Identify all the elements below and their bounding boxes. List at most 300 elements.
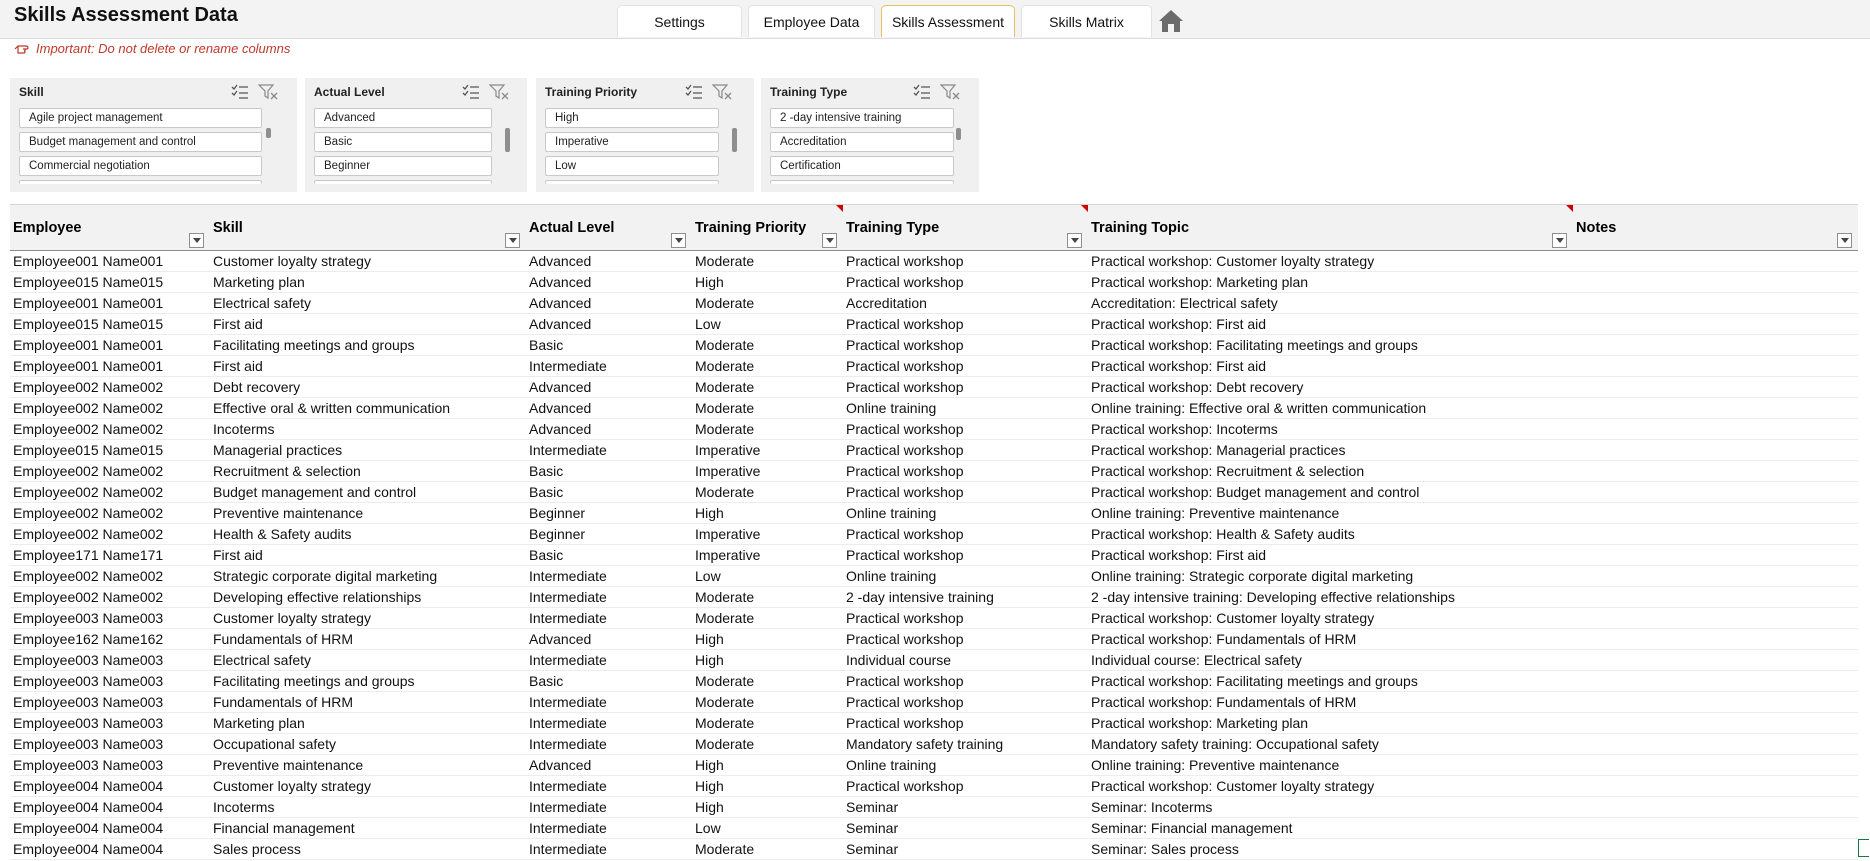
cell-training-type[interactable]: Practical workshop [843,314,1088,335]
cell-training-type[interactable]: Practical workshop [843,524,1088,545]
cell-notes[interactable] [1573,356,1858,377]
slicer-training-type [761,78,979,192]
cell-training-priority[interactable]: High [692,629,843,650]
cell-actual-level[interactable]: Advanced [526,251,692,272]
cell-skill[interactable]: Occupational safety [210,734,526,755]
cell-skill[interactable]: Electrical safety [210,293,526,314]
cell-training-topic[interactable]: Practical workshop: Fundamentals of HRM [1088,629,1573,650]
cell-training-type[interactable]: Practical workshop [843,608,1088,629]
slicer-item[interactable]: Low [545,156,719,176]
cell-training-type[interactable]: Mandatory safety training [843,734,1088,755]
cell-employee[interactable]: Employee003 Name003 [10,608,210,629]
table-row [10,356,1858,377]
cell-notes[interactable] [1573,734,1858,755]
cell-training-type[interactable]: Practical workshop [843,692,1088,713]
cell-actual-level[interactable]: Intermediate [526,818,692,839]
cell-training-topic[interactable]: Practical workshop: Incoterms [1088,419,1573,440]
column-header-label: Notes [1576,219,1617,236]
cell-training-topic[interactable]: Practical workshop: Recruitment & selection [1088,461,1573,482]
cell-actual-level[interactable]: Advanced [526,419,692,440]
slicer-title: Training Priority [545,85,638,99]
cell-actual-level[interactable]: Advanced [526,293,692,314]
page-title: Skills Assessment Data [14,4,238,26]
table-row [10,503,1858,524]
cell-training-topic[interactable]: Online training: Preventive maintenance [1088,755,1573,776]
cell-actual-level[interactable]: Intermediate [526,776,692,797]
cell-training-priority[interactable]: Moderate [692,734,843,755]
slicer-item[interactable]: Certification [770,156,954,176]
cell-training-topic[interactable]: Practical workshop: Debt recovery [1088,377,1573,398]
cell-training-topic[interactable]: Practical workshop: First aid [1088,545,1573,566]
cell-skill[interactable]: Effective oral & written communication [210,398,526,419]
cell-notes[interactable] [1573,818,1858,839]
cell-employee[interactable]: Employee002 Name002 [10,419,210,440]
cell-training-priority[interactable]: Imperative [692,440,843,461]
cell-actual-level[interactable]: Advanced [526,314,692,335]
cell-employee[interactable]: Employee171 Name171 [10,545,210,566]
cell-employee[interactable]: Employee002 Name002 [10,587,210,608]
cell-training-topic[interactable]: Practical workshop: Facilitating meetings and groups [1088,671,1573,692]
slicer-item[interactable]: 2 -day intensive training [770,108,954,128]
cell-training-topic[interactable]: Online training: Strategic corporate digital marketing [1088,566,1573,587]
cell-actual-level[interactable]: Basic [526,671,692,692]
cell-employee[interactable]: Employee002 Name002 [10,461,210,482]
cell-actual-level[interactable]: Advanced [526,629,692,650]
cell-training-topic[interactable]: Practical workshop: Fundamentals of HRM [1088,692,1573,713]
cell-notes[interactable] [1573,377,1858,398]
cell-skill[interactable]: Preventive maintenance [210,503,526,524]
slicer-training-priority [536,78,754,192]
column-header-label: Training Topic [1091,219,1190,236]
table-row [10,755,1858,776]
slicer-item[interactable]: Accreditation [770,132,954,152]
cell-training-type[interactable]: Seminar [843,818,1088,839]
cell-skill[interactable]: Marketing plan [210,272,526,293]
table-row [10,272,1858,293]
cell-training-type[interactable]: Seminar [843,797,1088,818]
skills-table [10,204,1858,860]
slicer-item-partial[interactable] [19,180,262,184]
cell-skill[interactable]: Strategic corporate digital marketing [210,566,526,587]
cell-actual-level[interactable]: Advanced [526,755,692,776]
cell-training-priority[interactable]: Imperative [692,461,843,482]
important-note [14,41,290,56]
clear-filter-icon[interactable] [489,83,509,101]
cell-training-type[interactable]: Accreditation [843,293,1088,314]
column-header-training-priority [692,205,843,251]
table-row [10,629,1858,650]
cell-actual-level[interactable]: Basic [526,482,692,503]
table-row [10,734,1858,755]
cell-employee[interactable]: Employee162 Name162 [10,629,210,650]
slicer-item[interactable]: Agile project management [19,108,262,128]
cell-skill[interactable]: Sales process [210,839,526,860]
cell-employee[interactable]: Employee001 Name001 [10,251,210,272]
cell-training-topic[interactable]: Mandatory safety training: Occupational safety [1088,734,1573,755]
table-row [10,566,1858,587]
cell-employee[interactable]: Employee002 Name002 [10,398,210,419]
cell-training-type[interactable]: Practical workshop [843,272,1088,293]
cell-training-priority[interactable]: Moderate [692,839,843,860]
table-row [10,545,1858,566]
cell-training-topic[interactable]: Practical workshop: Customer loyalty strategy [1088,776,1573,797]
slicer-item[interactable]: Beginner [314,156,492,176]
cell-employee[interactable]: Employee015 Name015 [10,272,210,293]
table-row [10,419,1858,440]
cell-training-priority[interactable]: Moderate [692,713,843,734]
cell-training-priority[interactable]: High [692,650,843,671]
cell-training-priority[interactable]: Moderate [692,293,843,314]
multi-select-icon[interactable] [461,83,481,101]
cell-skill[interactable]: Fundamentals of HRM [210,692,526,713]
cell-notes[interactable] [1573,272,1858,293]
cell-employee[interactable]: Employee002 Name002 [10,503,210,524]
cell-training-type[interactable]: Practical workshop [843,251,1088,272]
cell-training-type[interactable]: Practical workshop [843,671,1088,692]
cell-employee[interactable]: Employee015 Name015 [10,314,210,335]
cell-notes[interactable] [1573,692,1858,713]
cell-employee[interactable]: Employee001 Name001 [10,335,210,356]
cell-employee[interactable]: Employee004 Name004 [10,797,210,818]
cell-training-priority[interactable]: Moderate [692,692,843,713]
cell-employee[interactable]: Employee004 Name004 [10,839,210,860]
pointing-hand-icon [14,43,30,55]
column-header-skill [210,205,526,251]
cell-notes[interactable] [1573,797,1858,818]
cell-training-priority[interactable]: Moderate [692,377,843,398]
table-row [10,818,1858,839]
slicer-item[interactable]: Basic [314,132,492,152]
cell-training-type[interactable]: Individual course [843,650,1088,671]
column-header-label: Actual Level [529,219,615,236]
selected-cell-outline [1858,839,1869,857]
cell-training-topic[interactable]: Online training: Preventive maintenance [1088,503,1573,524]
filter-dropdown-button[interactable] [671,233,686,248]
slicer-item[interactable]: Commercial negotiation [19,156,262,176]
cell-actual-level[interactable]: Intermediate [526,839,692,860]
cell-actual-level[interactable]: Basic [526,461,692,482]
cell-training-topic[interactable]: Seminar: Incoterms [1088,797,1573,818]
slicer-actual-level [305,78,527,192]
cell-training-type[interactable]: Practical workshop [843,713,1088,734]
cell-skill[interactable]: Customer loyalty strategy [210,251,526,272]
cell-actual-level[interactable]: Intermediate [526,650,692,671]
table-row [10,335,1858,356]
multi-select-icon[interactable] [230,83,250,101]
table-row [10,314,1858,335]
filter-dropdown-button[interactable] [189,233,204,248]
table-row [10,692,1858,713]
cell-training-priority[interactable]: Moderate [692,671,843,692]
cell-notes[interactable] [1573,629,1858,650]
cell-training-type[interactable]: Online training [843,566,1088,587]
cell-notes[interactable] [1573,566,1858,587]
cell-notes[interactable] [1573,293,1858,314]
cell-training-priority[interactable]: Moderate [692,398,843,419]
cell-training-type[interactable]: Practical workshop [843,776,1088,797]
cell-notes[interactable] [1573,587,1858,608]
table-row [10,251,1858,272]
cell-training-priority[interactable]: High [692,272,843,293]
cell-training-priority[interactable]: Moderate [692,419,843,440]
important-note-text: Important: Do not delete or rename columns [36,41,291,56]
cell-actual-level[interactable]: Intermediate [526,566,692,587]
cell-actual-level[interactable]: Basic [526,545,692,566]
cell-training-priority[interactable]: High [692,755,843,776]
cell-training-topic[interactable]: Individual course: Electrical safety [1088,650,1573,671]
cell-employee[interactable]: Employee002 Name002 [10,566,210,587]
clear-filter-icon[interactable] [258,83,278,101]
table-row [10,839,1858,860]
cell-skill[interactable]: Electrical safety [210,650,526,671]
comment-indicator[interactable] [1566,205,1573,212]
cell-training-type[interactable]: Practical workshop [843,419,1088,440]
cell-notes[interactable] [1573,776,1858,797]
slicer-skill [10,78,297,192]
cell-training-priority[interactable]: Moderate [692,251,843,272]
cell-training-priority[interactable]: Moderate [692,335,843,356]
cell-training-priority[interactable]: Moderate [692,482,843,503]
cell-training-priority[interactable]: High [692,797,843,818]
home-icon[interactable] [1158,9,1184,33]
table-row [10,377,1858,398]
cell-notes[interactable] [1573,755,1858,776]
cell-notes[interactable] [1573,461,1858,482]
cell-training-type[interactable]: Practical workshop [843,629,1088,650]
cell-employee[interactable]: Employee003 Name003 [10,755,210,776]
cell-employee[interactable]: Employee002 Name002 [10,524,210,545]
slicer-scrollbar[interactable] [505,128,510,152]
cell-training-priority[interactable]: Low [692,314,843,335]
cell-training-type[interactable]: Practical workshop [843,545,1088,566]
cell-skill[interactable]: Recruitment & selection [210,461,526,482]
cell-notes[interactable] [1573,545,1858,566]
cell-skill[interactable]: Health & Safety audits [210,524,526,545]
tab-skills-matrix[interactable]: Skills Matrix [1021,5,1152,37]
cell-training-priority[interactable]: High [692,776,843,797]
clear-filter-icon[interactable] [940,83,960,101]
cell-actual-level[interactable]: Intermediate [526,440,692,461]
cell-training-type[interactable]: Online training [843,755,1088,776]
cell-training-priority[interactable]: High [692,503,843,524]
cell-skill[interactable]: Preventive maintenance [210,755,526,776]
multi-select-icon[interactable] [684,83,704,101]
filter-dropdown-button[interactable] [1067,233,1082,248]
cell-training-topic[interactable]: Practical workshop: Health & Safety audits [1088,524,1573,545]
cell-training-topic[interactable]: Seminar: Financial management [1088,818,1573,839]
cell-training-topic[interactable]: Practical workshop: Marketing plan [1088,713,1573,734]
slicer-item[interactable]: Imperative [545,132,719,152]
tab-settings[interactable]: Settings [617,5,742,37]
cell-actual-level[interactable]: Intermediate [526,797,692,818]
cell-training-topic[interactable]: Practical workshop: Marketing plan [1088,272,1573,293]
tab-skills-assessment[interactable]: Skills Assessment [881,5,1015,37]
cell-notes[interactable] [1573,713,1858,734]
cell-training-topic[interactable]: Practical workshop: Customer loyalty strategy [1088,251,1573,272]
slicer-item-partial[interactable] [770,180,954,184]
cell-employee[interactable]: Employee003 Name003 [10,734,210,755]
cell-training-type[interactable]: Online training [843,398,1088,419]
cell-actual-level[interactable]: Intermediate [526,587,692,608]
cell-training-topic[interactable]: Practical workshop: Facilitating meetings and groups [1088,335,1573,356]
cell-training-priority[interactable]: Imperative [692,524,843,545]
cell-skill[interactable]: Customer loyalty strategy [210,608,526,629]
cell-training-type[interactable]: Practical workshop [843,377,1088,398]
cell-training-topic[interactable]: Practical workshop: Managerial practices [1088,440,1573,461]
cell-actual-level[interactable]: Advanced [526,398,692,419]
slicer-item[interactable]: High [545,108,719,128]
cell-notes[interactable] [1573,524,1858,545]
slicer-item-partial[interactable] [545,180,719,184]
slicer-scrollbar[interactable] [266,128,271,138]
cell-employee[interactable]: Employee003 Name003 [10,650,210,671]
cell-employee[interactable]: Employee002 Name002 [10,482,210,503]
cell-training-type[interactable]: Practical workshop [843,482,1088,503]
filter-dropdown-button[interactable] [1552,233,1567,248]
cell-skill[interactable]: Facilitating meetings and groups [210,671,526,692]
cell-employee[interactable]: Employee001 Name001 [10,293,210,314]
slicer-item-partial[interactable] [314,180,492,184]
cell-employee[interactable]: Employee003 Name003 [10,713,210,734]
cell-skill[interactable]: First aid [210,314,526,335]
cell-skill[interactable]: Customer loyalty strategy [210,776,526,797]
cell-training-priority[interactable]: Moderate [692,608,843,629]
slicer-title: Training Type [770,85,848,99]
cell-notes[interactable] [1573,671,1858,692]
slicer-title: Skill [19,85,44,99]
cell-notes[interactable] [1573,314,1858,335]
cell-actual-level[interactable]: Intermediate [526,713,692,734]
cell-actual-level[interactable]: Advanced [526,272,692,293]
table-row [10,608,1858,629]
cell-skill[interactable]: Debt recovery [210,377,526,398]
table-row [10,713,1858,734]
cell-notes[interactable] [1573,251,1858,272]
cell-skill[interactable]: Budget management and control [210,482,526,503]
cell-skill[interactable]: Financial management [210,818,526,839]
cell-employee[interactable]: Employee003 Name003 [10,671,210,692]
cell-skill[interactable]: First aid [210,356,526,377]
clear-filter-icon[interactable] [712,83,732,101]
cell-actual-level[interactable]: Beginner [526,503,692,524]
table-row [10,440,1858,461]
cell-training-topic[interactable]: Practical workshop: First aid [1088,356,1573,377]
tab-employee-data[interactable]: Employee Data [748,5,875,37]
slicer-title: Actual Level [314,85,385,99]
filter-dropdown-button[interactable] [1837,233,1852,248]
cell-employee[interactable]: Employee002 Name002 [10,377,210,398]
cell-notes[interactable] [1573,608,1858,629]
cell-actual-level[interactable]: Advanced [526,377,692,398]
cell-notes[interactable] [1573,839,1858,860]
slicer-scrollbar[interactable] [956,128,961,140]
table-row [10,482,1858,503]
cell-training-type[interactable]: Practical workshop [843,335,1088,356]
table-row [10,398,1858,419]
cell-notes[interactable] [1573,503,1858,524]
cell-training-type[interactable]: Practical workshop [843,440,1088,461]
slicer-item[interactable]: Advanced [314,108,492,128]
cell-training-topic[interactable]: Seminar: Sales process [1088,839,1573,860]
cell-notes[interactable] [1573,482,1858,503]
slicer-item[interactable]: Budget management and control [19,132,262,152]
cell-notes[interactable] [1573,398,1858,419]
cell-training-topic[interactable]: Online training: Effective oral & written communication [1088,398,1573,419]
slicer-scrollbar[interactable] [732,128,737,152]
cell-skill[interactable]: Managerial practices [210,440,526,461]
column-header-employee [10,205,210,251]
cell-employee[interactable]: Employee001 Name001 [10,356,210,377]
cell-notes[interactable] [1573,419,1858,440]
cell-skill[interactable]: Incoterms [210,419,526,440]
cell-training-topic[interactable]: Practical workshop: Budget management and control [1088,482,1573,503]
cell-employee[interactable]: Employee004 Name004 [10,776,210,797]
column-header-label: Training Priority [695,219,807,236]
cell-skill[interactable]: Facilitating meetings and groups [210,335,526,356]
cell-actual-level[interactable]: Intermediate [526,356,692,377]
table-row [10,587,1858,608]
cell-actual-level[interactable]: Intermediate [526,692,692,713]
cell-skill[interactable]: Developing effective relationships [210,587,526,608]
cell-training-priority[interactable]: Moderate [692,587,843,608]
multi-select-icon[interactable] [912,83,932,101]
cell-training-priority[interactable]: Moderate [692,356,843,377]
filter-dropdown-button[interactable] [505,233,520,248]
column-header-label: Skill [213,219,243,236]
column-header-actual-level [526,205,692,251]
table-row [10,797,1858,818]
comment-indicator[interactable] [836,205,843,212]
column-header-label: Training Type [846,219,940,236]
cell-employee[interactable]: Employee003 Name003 [10,692,210,713]
cell-actual-level[interactable]: Beginner [526,524,692,545]
cell-actual-level[interactable]: Basic [526,335,692,356]
cell-skill[interactable]: Marketing plan [210,713,526,734]
cell-training-type[interactable]: 2 -day intensive training [843,587,1088,608]
cell-training-priority[interactable]: Low [692,566,843,587]
cell-training-priority[interactable]: Imperative [692,545,843,566]
table-row [10,461,1858,482]
cell-training-topic[interactable]: Accreditation: Electrical safety [1088,293,1573,314]
cell-actual-level[interactable]: Intermediate [526,608,692,629]
cell-skill[interactable]: First aid [210,545,526,566]
cell-training-topic[interactable]: Practical workshop: Customer loyalty strategy [1088,608,1573,629]
comment-indicator[interactable] [1081,205,1088,212]
cell-actual-level[interactable]: Intermediate [526,734,692,755]
cell-training-type[interactable]: Online training [843,503,1088,524]
cell-training-priority[interactable]: Low [692,818,843,839]
filter-dropdown-button[interactable] [822,233,837,248]
cell-training-topic[interactable]: Practical workshop: First aid [1088,314,1573,335]
column-header-training-type [843,205,1088,251]
cell-notes[interactable] [1573,650,1858,671]
cell-employee[interactable]: Employee015 Name015 [10,440,210,461]
table-row [10,293,1858,314]
cell-skill[interactable]: Fundamentals of HRM [210,629,526,650]
column-header-label: Employee [13,219,82,236]
cell-training-topic[interactable]: 2 -day intensive training: Developing effective relationships [1088,587,1573,608]
cell-training-type[interactable]: Practical workshop [843,461,1088,482]
cell-training-type[interactable]: Seminar [843,839,1088,860]
cell-employee[interactable]: Employee004 Name004 [10,818,210,839]
table-row [10,671,1858,692]
cell-notes[interactable] [1573,440,1858,461]
cell-skill[interactable]: Incoterms [210,797,526,818]
table-row [10,650,1858,671]
cell-training-type[interactable]: Practical workshop [843,356,1088,377]
cell-notes[interactable] [1573,335,1858,356]
table-row [10,524,1858,545]
